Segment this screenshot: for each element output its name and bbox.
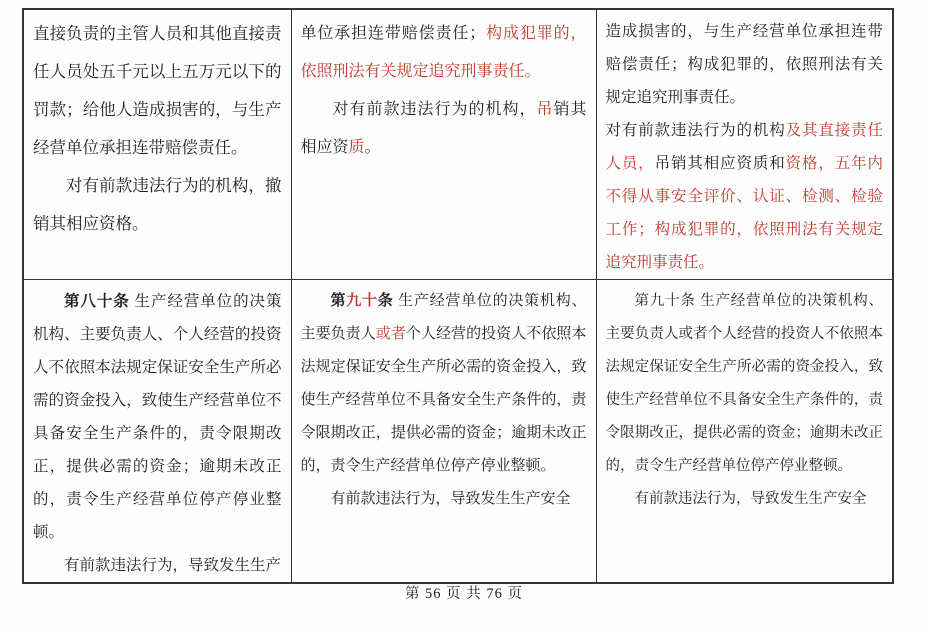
text-segment: 造成损害的，与生产经营单位承担连带赔偿责任；构成犯罪的，依照刑法有关规定追究刑事责任。	[605, 23, 883, 106]
text-segment: 条	[377, 293, 394, 309]
text-segment: 第九十条 生产经营单位的决策机构、主要负责人或者个人经营的投资人不依照本法规定保证安全生产所必需的资金投入，致使生产经营单位不具备安全生产条件的，责令限期改正，提供必需的资金；逾期未改正的，责令生产经营单位停产停业整顿。	[605, 293, 883, 474]
paragraph	[301, 483, 587, 516]
table-cell-old-law	[23, 9, 291, 280]
table-row	[23, 280, 893, 584]
table-row	[23, 9, 893, 280]
text-segment: 个人经营的投资人不依照本法规定保证安全生产所必需的资金投入，致使生产经营单位不具备安全生产条件的，责令限期改正，提供必需的资金；逾期未改正的，责令生产经营单位停产停业整顿。	[300, 326, 587, 474]
paragraph	[606, 285, 884, 483]
text-segment: 生产经营单位的决策机构、主要负责人、个人经营的投资人不依照本法规定保证安全生产所必需的资金投入，致使生产经营单位不具备安全生产条件的，责令限期改正，提供必需的资金；逾期未改正的，责令生产经营单位停产停业整顿。	[33, 293, 282, 541]
table-cell-new-law	[596, 9, 893, 280]
text-segment: 对有前款违法行为的机构，撤销其相应资格。	[33, 176, 282, 233]
paragraph	[33, 15, 282, 167]
paragraph	[606, 114, 884, 279]
table-cell-amended-law	[291, 280, 596, 584]
page-number: 第 56 页 共 76 页	[404, 586, 524, 602]
text-segment: 销其相应资	[300, 101, 587, 156]
paragraph	[33, 549, 282, 582]
text-segment: 第八十条	[64, 293, 130, 310]
text-segment: 直接负责的主管人员和其他直接责任人员处五千元以上五万元以下的罚款；给他人造成损害的，与生产经营单位承担连带赔偿责任。	[33, 24, 282, 157]
paragraph	[301, 285, 587, 483]
text-segment-revision: 资格，五年内不得从事安全评价、认证、检测、检验工作；构成犯罪的，依照刑法有关规定追究刑事责任。	[605, 155, 883, 271]
text-segment: 。	[364, 139, 381, 156]
text-segment: 对有前款违法行为的机构	[605, 122, 786, 139]
text-segment-revision: 及其直接责任人员，	[605, 122, 883, 172]
text-segment: 有前款违法行为，导致发生生产安全	[634, 491, 867, 507]
text-segment: 对有前款违法行为的机构，	[332, 101, 537, 118]
text-segment: 单位承担连带赔偿责任；	[300, 25, 486, 42]
paragraph	[33, 285, 282, 549]
paragraph	[33, 167, 282, 243]
text-segment: 有前款违法行为，导致发生生产	[64, 557, 282, 574]
table-cell-amended-law	[291, 9, 596, 280]
text-segment: 第	[330, 293, 347, 309]
text-segment: 生产经营单位的决策机构、主要负责人	[300, 293, 587, 342]
paragraph	[301, 15, 587, 91]
text-segment-revision: 质	[348, 139, 365, 156]
text-segment-revision: 九十	[346, 293, 378, 309]
text-segment-revision: 或者	[375, 326, 406, 342]
paragraph	[606, 483, 884, 516]
text-segment-revision: 吊	[536, 101, 554, 118]
text-segment: 有前款违法行为，导致发生生产安全	[330, 491, 571, 507]
law-comparison-table	[22, 8, 894, 584]
table-cell-new-law	[596, 280, 893, 584]
table-cell-old-law	[23, 280, 291, 584]
paragraph	[606, 15, 884, 114]
paragraph	[301, 91, 587, 167]
text-segment: 吊销其相应资质和	[654, 155, 786, 172]
text-segment-revision: 构成犯罪的，依照刑法有关规定追究刑事责任。	[300, 25, 587, 80]
